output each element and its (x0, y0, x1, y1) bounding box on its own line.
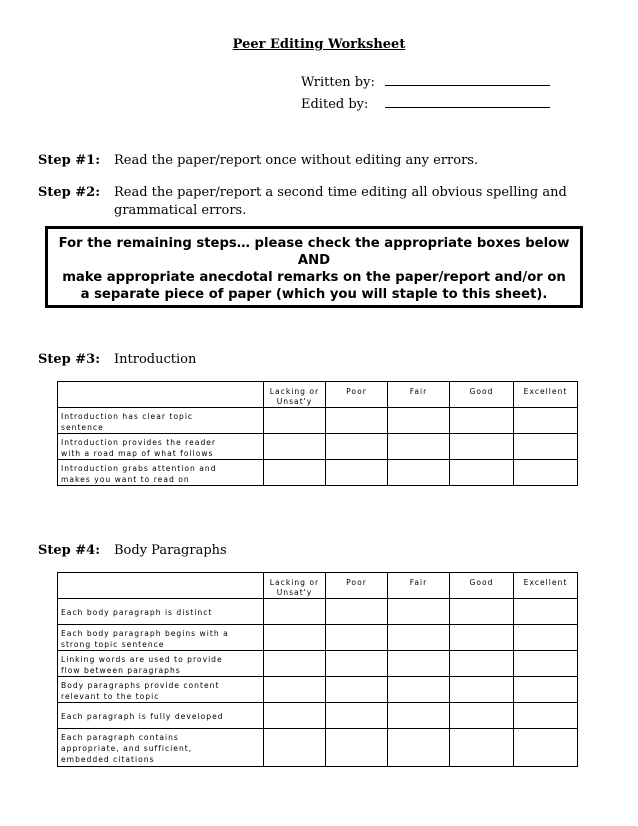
rating-checkbox[interactable] (326, 677, 388, 703)
body-rubric-table (57, 572, 578, 767)
step-number: Step #1: (38, 153, 101, 168)
rating-checkbox[interactable] (450, 677, 514, 703)
rating-checkbox[interactable] (264, 703, 326, 729)
table-row (58, 408, 578, 434)
criterion-cell: Introduction grabs attention and makes you want to read on (58, 460, 264, 486)
excellent-header: Excellent (514, 382, 578, 408)
written-by-label: Written by: (301, 75, 375, 90)
written-by-field[interactable] (385, 74, 550, 86)
rating-checkbox[interactable] (450, 651, 514, 677)
edited-by-label: Edited by: (301, 97, 369, 112)
instructions-box (45, 226, 583, 308)
rating-checkbox[interactable] (326, 460, 388, 486)
rating-checkbox[interactable] (514, 703, 578, 729)
step-text: Read the paper/report a second time editing all obvious spelling and (114, 185, 567, 200)
rating-checkbox[interactable] (388, 408, 450, 434)
criterion-cell: Each body paragraph is distinct (58, 599, 264, 625)
criteria-header (58, 382, 264, 408)
good-header: Good (450, 573, 514, 599)
criteria-header (58, 573, 264, 599)
criterion-cell: Body paragraphs provide content relevant to the topic (58, 677, 264, 703)
rating-checkbox[interactable] (388, 434, 450, 460)
edited-by-field[interactable] (385, 96, 550, 108)
rating-checkbox[interactable] (514, 408, 578, 434)
table-row (58, 625, 578, 651)
notice-line: make appropriate anecdotal remarks on the paper/report and/or on (62, 270, 566, 285)
table-row (58, 677, 578, 703)
rating-checkbox[interactable] (264, 677, 326, 703)
rating-checkbox[interactable] (264, 651, 326, 677)
lacking-header: Lacking or Unsat'y (264, 382, 326, 408)
criterion-cell: Linking words are used to provide flow between paragraphs (58, 651, 264, 677)
rating-checkbox[interactable] (514, 434, 578, 460)
table-row (58, 651, 578, 677)
rating-checkbox[interactable] (388, 599, 450, 625)
poor-header: Poor (326, 382, 388, 408)
rating-checkbox[interactable] (450, 729, 514, 767)
rating-checkbox[interactable] (450, 408, 514, 434)
page-title: Peer Editing Worksheet (232, 37, 406, 52)
fair-header: Fair (388, 382, 450, 408)
rating-checkbox[interactable] (326, 434, 388, 460)
rating-checkbox[interactable] (326, 651, 388, 677)
rating-checkbox[interactable] (388, 460, 450, 486)
rating-checkbox[interactable] (388, 703, 450, 729)
criterion-cell: Each paragraph contains appropriate, and sufficient, embedded citations (58, 729, 264, 767)
edited-by-row (301, 96, 550, 112)
written-by-row (301, 74, 550, 90)
step-number: Step #2: (38, 185, 101, 200)
excellent-header: Excellent (514, 573, 578, 599)
step-text-line2: grammatical errors. (114, 203, 247, 218)
rating-checkbox[interactable] (264, 729, 326, 767)
rating-checkbox[interactable] (450, 703, 514, 729)
rating-checkbox[interactable] (514, 460, 578, 486)
step-text: Read the paper/report once without editing any errors. (114, 153, 479, 168)
rating-checkbox[interactable] (326, 729, 388, 767)
rating-checkbox[interactable] (514, 677, 578, 703)
rating-checkbox[interactable] (326, 408, 388, 434)
rating-checkbox[interactable] (450, 434, 514, 460)
poor-header: Poor (326, 573, 388, 599)
rating-checkbox[interactable] (264, 599, 326, 625)
intro-rubric-table (57, 381, 578, 486)
rating-checkbox[interactable] (450, 625, 514, 651)
rating-checkbox[interactable] (264, 408, 326, 434)
notice-line: a separate piece of paper (which you will staple to this sheet). (80, 287, 548, 302)
table-row (58, 434, 578, 460)
rating-checkbox[interactable] (450, 460, 514, 486)
notice-line: For the remaining steps… please check the appropriate boxes below (58, 236, 570, 251)
criterion-cell: Introduction provides the reader with a road map of what follows (58, 434, 264, 460)
criterion-cell: Each paragraph is fully developed (58, 703, 264, 729)
rating-checkbox[interactable] (514, 729, 578, 767)
rating-checkbox[interactable] (388, 677, 450, 703)
fair-header: Fair (388, 573, 450, 599)
rating-checkbox[interactable] (388, 625, 450, 651)
rating-checkbox[interactable] (388, 651, 450, 677)
rating-checkbox[interactable] (514, 625, 578, 651)
good-header: Good (450, 382, 514, 408)
rating-checkbox[interactable] (514, 651, 578, 677)
step-text: Introduction (114, 352, 197, 367)
rating-checkbox[interactable] (326, 625, 388, 651)
rating-checkbox[interactable] (326, 599, 388, 625)
table-row (58, 703, 578, 729)
notice-line: AND (297, 253, 331, 268)
rating-checkbox[interactable] (514, 599, 578, 625)
rating-checkbox[interactable] (264, 625, 326, 651)
rating-checkbox[interactable] (388, 729, 450, 767)
criterion-cell: Each body paragraph begins with a strong topic sentence (58, 625, 264, 651)
rating-checkbox[interactable] (264, 460, 326, 486)
table-row (58, 460, 578, 486)
step-text: Body Paragraphs (114, 543, 227, 558)
step-number: Step #4: (38, 543, 101, 558)
lacking-header: Lacking or Unsat'y (264, 573, 326, 599)
step-number: Step #3: (38, 352, 101, 367)
rating-checkbox[interactable] (326, 703, 388, 729)
header-row (58, 382, 578, 408)
table-row (58, 599, 578, 625)
header-row (58, 573, 578, 599)
table-row (58, 729, 578, 767)
rating-checkbox[interactable] (264, 434, 326, 460)
rating-checkbox[interactable] (450, 599, 514, 625)
criterion-cell: Introduction has clear topic sentence (58, 408, 264, 434)
